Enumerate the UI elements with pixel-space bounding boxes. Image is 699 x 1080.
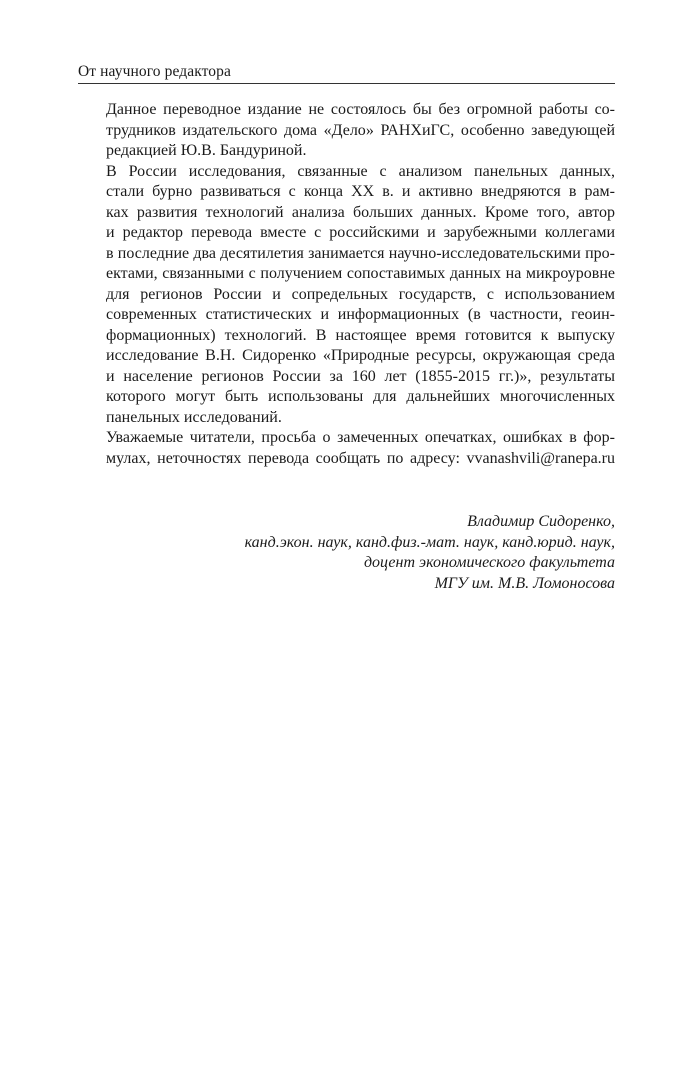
text-line: панельных исследований. [106,408,282,426]
signature-position: доцент экономического факультета [363,554,615,571]
paragraph-research [78,162,615,429]
text-line: для регионов России и сопредельных государств, с использованием [106,285,615,303]
body-text [78,100,615,469]
running-head: От научного редактора [78,63,231,80]
paragraph-acknowledgement [78,100,615,162]
text-line: редакцией Ю.В. Бандуриной. [106,142,307,159]
signature-block [78,512,615,594]
text-line: трудников издательского дома «Дело» РАНХиГС, особенно заведующей [106,121,615,139]
text-line: стали бурно развиваться с конца XX в. и активно внедряются в рам- [106,183,615,200]
paragraph-errata [78,428,615,469]
header-rule [78,83,615,84]
text-line: современных статистических и информационных (в частности, геоин- [106,306,615,323]
text-line: формационных) технологий. В настоящее время готовится к выпуску [106,326,615,344]
signature-name: Владимир Сидоренко, [467,513,615,530]
text-line: исследование В.Н. Сидоренко «Природные ресурсы, окружающая среда [106,347,615,364]
text-line: ектами, связанными с получением сопоставимых данных на микроуровне [106,265,615,282]
text-line: ках развития технологий анализа больших данных. Кроме того, автор [106,203,615,221]
text-line: Данное переводное издание не состоялось бы без огромной работы со- [106,101,615,118]
text-line: Уважаемые читатели, просьба о замеченных опечатках, ошибках в фор- [106,429,615,446]
signature-institution: МГУ им. М.В. Ломоносова [434,574,615,592]
text-line: и население регионов России за 160 лет (1855-2015 гг.)», результаты [106,367,615,385]
text-line: и редактор перевода вместе с российскими и зарубежными коллегами [106,224,615,241]
text-line: В России исследования, связанные с анализом панельных данных, [106,162,615,180]
text-line: которого могут быть использованы для дальнейших многочисленных [106,388,615,405]
text-line: в последние два десятилетия занимается научно-исследовательскими про- [106,244,615,262]
text-line: мулах, неточностях перевода сообщать по адресу: vvanashvili@ranepa.ru [106,449,615,467]
signature-degrees: канд.экон. наук, канд.физ.-мат. наук, канд.юрид. наук, [244,533,615,551]
